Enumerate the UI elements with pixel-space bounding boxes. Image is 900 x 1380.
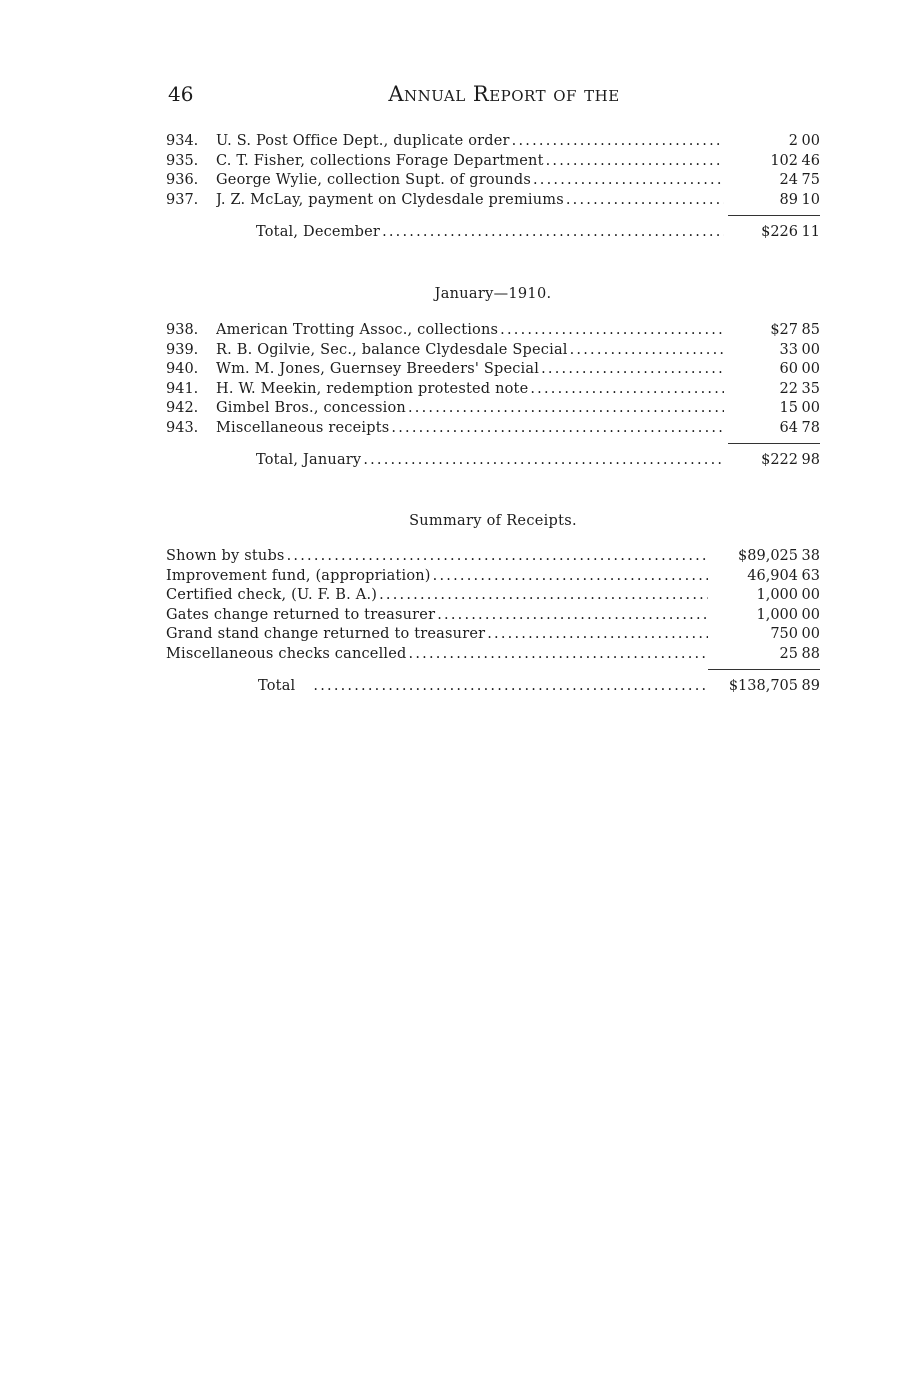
leader-dots	[500, 321, 724, 341]
leader-dots	[382, 223, 724, 243]
amount-cents: 78	[801, 419, 820, 436]
entry-amount	[724, 341, 820, 361]
amount-cents: 00	[801, 400, 820, 416]
leader-dots	[391, 419, 724, 439]
leader-dots	[409, 645, 708, 665]
amount-dollars: 25	[779, 645, 798, 662]
entry-row	[166, 341, 820, 361]
leader-dots	[566, 191, 724, 211]
entry-description: Miscellaneous receipts	[216, 419, 390, 436]
summary-row	[166, 606, 820, 626]
summary-row	[166, 645, 820, 665]
entry-description: Gimbel Bros., concession	[216, 400, 406, 416]
summary-amount	[708, 625, 820, 645]
entry-amount	[724, 191, 820, 211]
amount-dollars: $138,705	[728, 678, 798, 694]
leader-dots	[570, 341, 724, 361]
grand-total-row	[166, 677, 820, 697]
amount-cents: 00	[801, 587, 820, 603]
section-heading-summary: Summary of Receipts.	[409, 513, 577, 529]
summary-amount	[708, 606, 820, 626]
summary-description: Improvement fund, (appropriation)	[166, 567, 431, 584]
total-rule	[728, 215, 820, 216]
entry-amount	[724, 380, 820, 400]
summary-row	[166, 625, 820, 645]
total-amount	[724, 223, 820, 243]
amount-cents: 38	[801, 548, 820, 564]
amount-dollars: $27	[770, 322, 798, 338]
amount-dollars: 89	[779, 191, 798, 208]
amount-dollars: $226	[761, 224, 798, 240]
entry-number: 941.	[166, 380, 199, 397]
total-rule	[728, 443, 820, 444]
leader-dots	[437, 606, 708, 626]
leader-dots	[379, 586, 708, 606]
entry-number: 943.	[166, 419, 199, 436]
amount-cents: 75	[801, 172, 820, 188]
entry-row	[166, 171, 820, 191]
entry-amount	[724, 171, 820, 191]
amount-cents: 35	[801, 380, 820, 397]
amount-dollars: 1,000	[756, 587, 798, 603]
amount-dollars: 1,000	[756, 606, 798, 623]
leader-dots	[541, 360, 724, 380]
total-label: Total, December	[256, 224, 381, 240]
page-number: 46	[168, 82, 194, 106]
amount-cents: 46	[801, 152, 820, 169]
entry-amount	[724, 360, 820, 380]
entry-description: J. Z. McLay, payment on Clydesdale premiums	[216, 191, 564, 208]
summary-description: Miscellaneous checks cancelled	[166, 645, 407, 662]
entry-description: American Trotting Assoc., collections	[216, 322, 499, 338]
amount-cents: 89	[801, 678, 820, 694]
page-header	[168, 82, 820, 108]
entry-row	[166, 321, 820, 341]
amount-dollars: 64	[779, 419, 798, 436]
amount-dollars: 2	[788, 133, 798, 149]
entry-row	[166, 419, 820, 439]
amount-dollars: 15	[779, 400, 798, 416]
leader-dots	[546, 152, 724, 172]
amount-dollars: $222	[761, 452, 798, 468]
amount-cents: 00	[801, 626, 820, 642]
entry-row	[166, 380, 820, 400]
amount-dollars: 60	[779, 361, 798, 377]
grand-total-amount	[708, 677, 820, 697]
amount-dollars: $89,025	[738, 548, 798, 564]
entry-description: R. B. Ogilvie, Sec., balance Clydesdale Special	[216, 341, 568, 358]
amount-cents: 10	[801, 191, 820, 208]
amount-dollars: 33	[779, 341, 798, 358]
entry-row	[166, 191, 820, 211]
total-amount	[724, 451, 820, 471]
leader-dots	[363, 451, 724, 471]
amount-cents: 00	[801, 606, 820, 623]
leader-dots	[433, 567, 708, 587]
entry-description: U. S. Post Office Dept., duplicate order	[216, 133, 510, 149]
summary-row	[166, 586, 820, 606]
amount-cents: 88	[801, 645, 820, 662]
amount-dollars: 46,904	[747, 567, 798, 584]
amount-dollars: 750	[770, 626, 798, 642]
entry-number: 937.	[166, 191, 199, 208]
summary-amount	[708, 586, 820, 606]
entry-row	[166, 132, 820, 152]
amount-cents: 00	[801, 133, 820, 149]
summary-description: Shown by stubs	[166, 548, 285, 564]
total-label: Total	[258, 678, 296, 694]
amount-cents: 00	[801, 361, 820, 377]
leader-dots	[530, 380, 724, 400]
total-row	[166, 223, 820, 243]
amount-dollars: 24	[779, 172, 798, 188]
entry-number: 940.	[166, 361, 199, 377]
entry-number: 935.	[166, 152, 199, 169]
summary-description: Certified check, (U. F. B. A.)	[166, 587, 378, 603]
leader-dots	[487, 625, 708, 645]
entry-amount	[724, 419, 820, 439]
entry-row	[166, 152, 820, 172]
entry-row	[166, 399, 820, 419]
amount-cents: 63	[801, 567, 820, 584]
summary-description: Grand stand change returned to treasurer	[166, 626, 486, 642]
leader-dots	[313, 677, 708, 697]
amount-cents: 00	[801, 341, 820, 358]
running-title: Annual Report of the	[388, 82, 620, 106]
entry-number: 936.	[166, 172, 199, 188]
summary-row	[166, 547, 820, 567]
amount-cents: 98	[801, 452, 820, 468]
entry-amount	[724, 399, 820, 419]
entry-row	[166, 360, 820, 380]
entry-amount	[724, 132, 820, 152]
amount-cents: 11	[801, 224, 820, 240]
entry-description: C. T. Fisher, collections Forage Department	[216, 152, 544, 169]
amount-cents: 85	[801, 322, 820, 338]
leader-dots	[408, 399, 724, 419]
amount-dollars: 102	[770, 152, 798, 169]
summary-row	[166, 567, 820, 587]
entry-description: H. W. Meekin, redemption protested note	[216, 380, 529, 397]
entry-amount	[724, 321, 820, 341]
amount-dollars: 22	[779, 380, 798, 397]
summary-amount	[708, 567, 820, 587]
total-rule	[708, 669, 820, 670]
entry-number: 934.	[166, 133, 199, 149]
total-row	[166, 451, 820, 471]
entry-amount	[724, 152, 820, 172]
entry-description: George Wylie, collection Supt. of grounds	[216, 172, 531, 188]
december-entries	[166, 132, 820, 243]
january-entries	[166, 321, 820, 471]
section-heading-january: January—1910.	[434, 286, 552, 302]
total-label: Total, January	[256, 452, 362, 468]
entry-number: 938.	[166, 322, 199, 338]
entry-description: Wm. M. Jones, Guernsey Breeders' Special	[216, 361, 540, 377]
leader-dots	[512, 132, 724, 152]
summary-amount	[708, 547, 820, 567]
entry-number: 939.	[166, 341, 199, 358]
leader-dots	[287, 547, 708, 567]
entry-number: 942.	[166, 400, 199, 416]
summary-amount	[708, 645, 820, 665]
summary-description: Gates change returned to treasurer	[166, 606, 436, 623]
leader-dots	[533, 171, 724, 191]
summary-entries	[166, 547, 820, 697]
